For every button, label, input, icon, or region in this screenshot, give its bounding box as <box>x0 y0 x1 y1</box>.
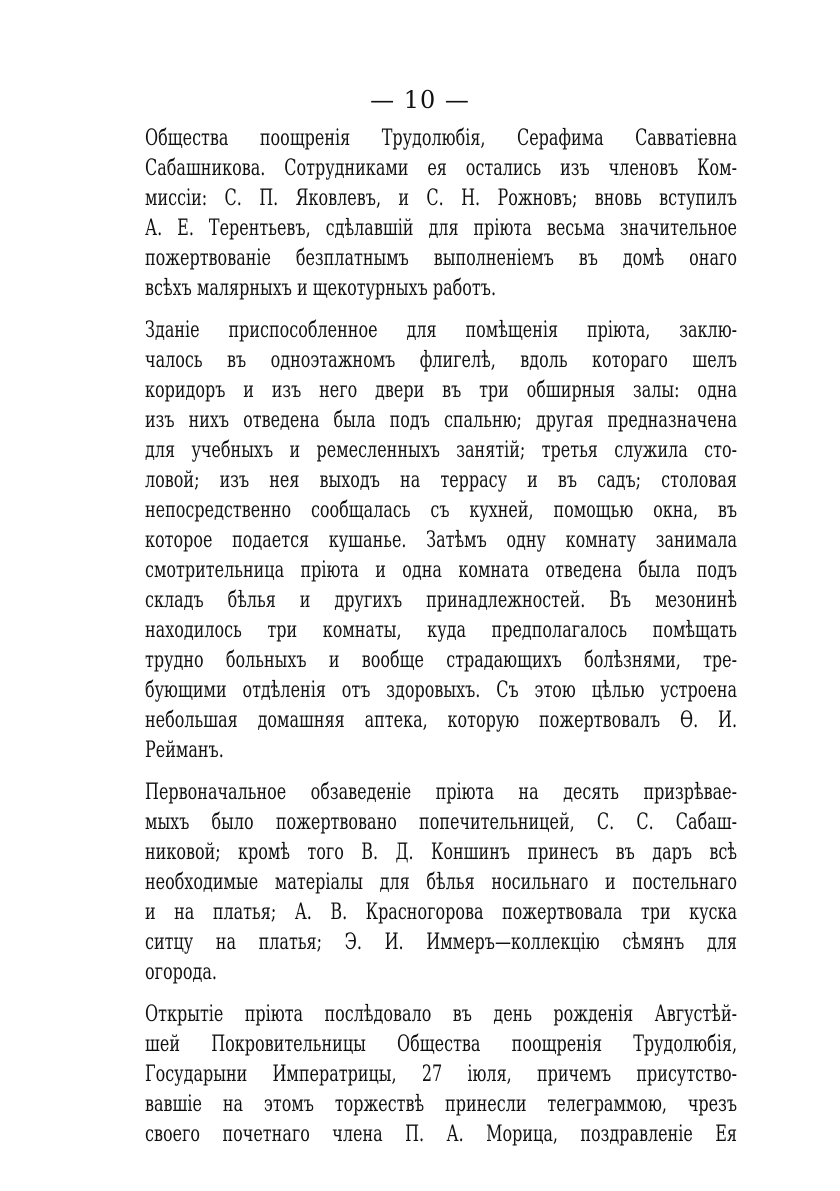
text-line: Открытіе пріюта послѣдовало въ день рожденія Августѣй- <box>145 1001 738 1027</box>
text-line: ситцу на платья; Э. И. Иммеръ—коллекцію сѣмянъ для <box>145 929 738 955</box>
text-line: всѣхъ малярныхъ и щекотурныхъ работъ. <box>145 275 497 301</box>
text-line: пожертвованіе безплатнымъ выполненіемъ въ домѣ онаго <box>145 245 738 271</box>
text-line: трудно больныхъ и вообще страдающихъ болѣзнями, тре- <box>145 647 738 673</box>
text-line: непосредственно сообщалась съ кухней, помощью окна, въ <box>145 497 738 523</box>
text-line: миссіи: С. П. Яковлевъ, и С. Н. Рожновъ; вновь вступилъ <box>145 185 738 211</box>
body-text <box>145 123 737 1149</box>
text-line: Сабашникова. Сотрудниками ея остались изъ членовъ Ком- <box>145 155 738 181</box>
text-line: А. Е. Терентьевъ, сдѣлавшій для пріюта весьма значительное <box>145 215 738 241</box>
text-line: смотрительница пріюта и одна комната отведена была подъ <box>145 557 738 583</box>
text-line: никовой; кромѣ того В. Д. Коншинъ принесъ въ даръ всѣ <box>145 839 738 865</box>
text-line: чалось въ одноэтажномъ флигелѣ, вдоль котораго шелъ <box>145 347 738 373</box>
text-line: Первоначальное обзаведеніе пріюта на десять призрѣвае- <box>145 779 738 805</box>
text-line: коридоръ и изъ него двери въ три обширныя залы: одна <box>145 377 738 403</box>
text-line: изъ нихъ отведена была подъ спальню; другая предназначена <box>145 407 738 433</box>
text-line: необходимые матеріалы для бѣлья носильнаго и постельнаго <box>145 869 738 895</box>
text-line: вавшіе на этомъ торжествѣ принесли телеграммою, чрезъ <box>145 1091 738 1117</box>
text-line: мыхъ было пожертвовано попечительницей, С. С. Сабаш- <box>145 809 738 835</box>
paragraph <box>145 315 737 765</box>
text-line: которое подается кушанье. Затѣмъ одну комнату занимала <box>145 527 738 553</box>
text-line: шей Покровительницы Общества поощренія Трудолюбія, <box>145 1031 738 1057</box>
text-line: бующими отдѣленія отъ здоровыхъ. Съ этою цѣлью устроена <box>145 677 738 703</box>
paragraph <box>145 777 737 987</box>
page-number: — 10 — <box>370 86 470 114</box>
text-line: складъ бѣлья и другихъ принадлежностей. Въ мезонинѣ <box>145 587 738 613</box>
text-line: огорода. <box>145 959 217 985</box>
text-line: и на платья; А. В. Красногорова пожертвовала три куска <box>145 899 738 925</box>
paragraph <box>145 999 737 1149</box>
text-line: Рейманъ. <box>145 737 224 763</box>
text-line: своего почетнаго члена П. А. Морица, поздравленіе Ея <box>145 1121 738 1147</box>
text-line: для учебныхъ и ремесленныхъ занятій; третья служила сто- <box>145 437 738 463</box>
text-line: небольшая домашняя аптека, которую пожертвовалъ Ѳ. И. <box>145 707 738 733</box>
paragraph <box>145 123 737 303</box>
text-line: Государыни Императрицы, 27 іюля, причемъ присутство- <box>145 1061 738 1087</box>
text-line: Зданіе приспособленное для помѣщенія пріюта, заклю- <box>145 317 738 343</box>
text-line: Общества поощренія Трудолюбія, Серафима Савватіевна <box>145 125 738 151</box>
text-line: находилось три комнаты, куда предполагалось помѣщать <box>145 617 738 643</box>
text-line: ловой; изъ нея выходъ на террасу и въ садъ; столовая <box>145 467 738 493</box>
